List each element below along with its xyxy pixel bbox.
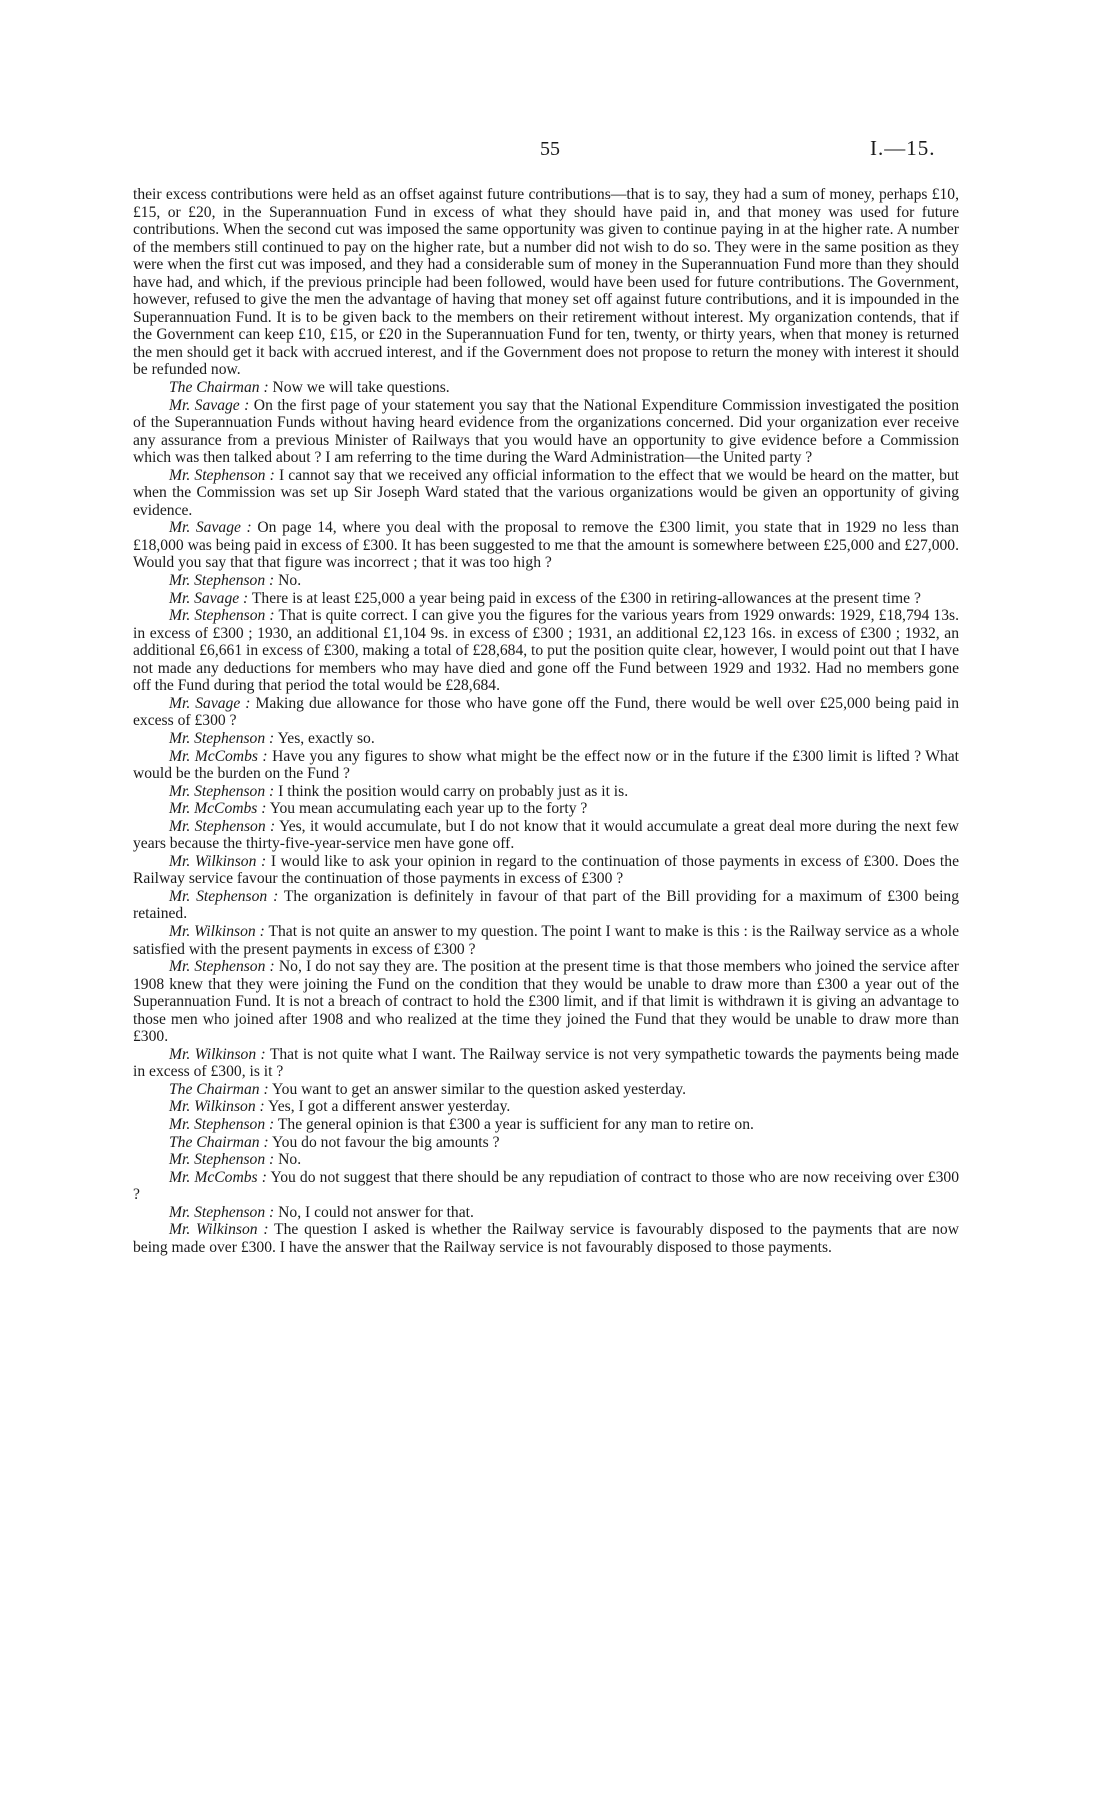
paragraph <box>133 1081 959 1099</box>
speaker-name: Mr. Stephenson : <box>169 817 276 835</box>
paragraph <box>133 572 959 590</box>
speaker-name: The Chairman : <box>169 1080 269 1098</box>
page-number: 55 <box>540 138 560 160</box>
paragraph <box>133 1221 959 1256</box>
paragraph-text: Making due allowance for those who have gone off the Fund, there would be well over £25,000 being paid in excess of £300 ? <box>133 694 959 730</box>
paragraph-text: No, I do not say they are. The position at the present time is that those members who joined the service after 1908 knew that they were joining the Fund on the condition that they would be unable to draw more than £300 a year out of the Superannuation Fund. It is not a breach of contract to hold the £300 limit, and if that limit is withdrawn it is giving an advantage to those men who joined after 1908 and who realized at the time they joined the Fund that they would be unable to draw more than £300. <box>133 958 959 1046</box>
speaker-name: The Chairman : <box>169 1133 269 1151</box>
speaker-name: Mr. Savage : <box>169 519 252 537</box>
paragraph-text: I would like to ask your opinion in regard to the continuation of those payments in excess of £300. Does the Railway service favour the continuation of those payments in excess of £300 ? <box>133 852 959 888</box>
speaker-name: Mr. Wilkinson : <box>169 1221 269 1239</box>
speaker-name: Mr. Stephenson : <box>169 466 275 484</box>
transcript-body <box>133 186 959 1256</box>
paragraph <box>133 379 959 397</box>
paragraph-text: I think the position would carry on probably just as it is. <box>274 782 629 800</box>
speaker-name: Mr. Wilkinson : <box>169 1098 265 1116</box>
paragraph <box>133 467 959 520</box>
speaker-name: Mr. Stephenson : <box>169 1115 275 1133</box>
paragraph-text: I cannot say that we received any official information to the effect that we would be heard on the matter, but when the Commission was set up Sir Joseph Ward stated that the various organizations would be given an opportunity of giving evidence. <box>133 466 959 519</box>
paragraph-text: No, I could not answer for that. <box>274 1203 474 1221</box>
speaker-name: Mr. Savage : <box>169 396 250 414</box>
paragraph-text: The general opinion is that £300 a year is sufficient for any man to retire on. <box>274 1115 754 1133</box>
paragraph-text: Now we will take questions. <box>268 379 450 397</box>
paragraph <box>133 590 959 608</box>
paragraph-text: That is not quite an answer to my question. The point I want to make is this : is the Railway service as a whole satisfied with the present payments in excess of £300 ? <box>133 922 959 958</box>
paragraph <box>133 1204 959 1222</box>
paragraph <box>133 607 959 695</box>
speaker-name: Mr. Wilkinson : <box>169 852 267 870</box>
paragraph-text: No. <box>274 572 302 590</box>
paragraph <box>133 695 959 730</box>
paragraph-text: That is quite correct. I can give you the figures for the various years from 1929 onwards: 1929, £18,794 13s. in excess of £300 ; 1930, an additional £1,104 9s. in excess of £300 ; 1931, an additional £2,123 16s. in excess of £300 ; 1932, an additional £6,661 in excess of £300, making a total of £28,684, to put the position quite clear, however, I would point out that I have not made any deductions for members who may have died and gone off the Fund between 1929 and 1932. Had no members gone off the Fund during that period the total would be £28,684. <box>133 607 959 695</box>
paragraph <box>133 853 959 888</box>
paragraph-text: That is not quite what I want. The Railway service is not very sympathetic towards the payments being made in excess of £300, is it ? <box>133 1045 959 1081</box>
paragraph <box>133 958 959 1046</box>
paragraph <box>133 519 959 572</box>
speaker-name: Mr. Stephenson : <box>169 958 275 976</box>
paragraph <box>133 1098 959 1116</box>
speaker-name: Mr. Stephenson : <box>169 887 279 905</box>
paragraph-text: Have you any figures to show what might be the effect now or in the future if the £300 limit is lifted ? What would be the burden on the Fund ? <box>133 747 960 783</box>
paragraph <box>133 397 959 467</box>
paragraph <box>133 923 959 958</box>
speaker-name: Mr. Stephenson : <box>169 607 275 625</box>
paragraph <box>133 1151 959 1169</box>
paragraph-text: You do not favour the big amounts ? <box>268 1133 500 1151</box>
speaker-name: Mr. McCombs : <box>169 1168 267 1186</box>
paragraph-text: You want to get an answer similar to the question asked yesterday. <box>268 1080 686 1098</box>
paragraph <box>133 1134 959 1152</box>
speaker-name: Mr. Stephenson : <box>169 1203 275 1221</box>
paragraph <box>133 888 959 923</box>
paragraph-text: The question I asked is whether the Railway service is favourably disposed to the payments that are now being made over £300. I have the answer that the Railway service is not favourably disposed to those payments. <box>133 1221 959 1256</box>
speaker-name: The Chairman : <box>169 379 269 397</box>
speaker-name: Mr. Wilkinson : <box>169 922 265 940</box>
paragraph-text: No. <box>274 1151 302 1169</box>
paragraph <box>133 1116 959 1134</box>
paragraph-text: Yes, exactly so. <box>274 729 375 747</box>
speaker-name: Mr. Stephenson : <box>169 1151 275 1169</box>
speaker-name: Mr. Wilkinson : <box>169 1045 266 1063</box>
paragraph <box>133 818 959 853</box>
paragraph-text: their excess contributions were held as an offset against future contributions—that is to say, they had a sum of money, perhaps £10, £15, or £20, in the Superannuation Fund in excess of what they should have paid in, and that money was used for future contributions. When the second cut was imposed the same opportunity was given to continue paying in at the higher rate. A number of the members still continued to pay on the higher rate, but a number did not wish to do so. They were in the same position as they were when the first cut was imposed, and they had a considerable sum of money in the Superannuation Fund more than they should have had, and which, if the previous principle had been followed, would have been used for future contributions. The Government, however, refused to give the men the advantage of having that money set off against future contributions, and it is impounded in the Superannuation Fund. It is to be given back to the members on their retirement without interest. My organization contends, that if the Government can keep £10, £15, or £20 in the Superannuation Fund for ten, twenty, or thirty years, when that money is returned the men should get it back with accrued interest, and if the Government does not propose to return the money with interest it should be refunded now. <box>133 186 959 379</box>
paragraph-text: The organization is definitely in favour of that part of the Bill providing for a maximum of £300 being retained. <box>133 887 959 923</box>
paragraph-text: You mean accumulating each year up to the forty ? <box>266 800 588 818</box>
paragraph-text: Yes, I got a different answer yesterday. <box>264 1098 511 1116</box>
paragraph <box>133 800 959 818</box>
paragraph <box>133 1169 959 1204</box>
paragraph-text: There is at least £25,000 a year being paid in excess of the £300 in retiring-allowances at the present time ? <box>248 589 921 607</box>
speaker-name: Mr. Stephenson : <box>169 729 275 747</box>
speaker-name: Mr. Stephenson : <box>169 572 275 590</box>
paragraph <box>133 730 959 748</box>
paragraph-text: You do not suggest that there should be any repudiation of contract to those who are now receiving over £300 ? <box>133 1168 959 1204</box>
speaker-name: Mr. Savage : <box>169 694 251 712</box>
speaker-name: Mr. McCombs : <box>169 747 268 765</box>
paragraph <box>133 748 959 783</box>
paragraph-text: On the first page of your statement you say that the National Expenditure Commission investigated the position of the Superannuation Funds without having heard evidence from the organizations concerned. Did your organization ever receive any assurance from a previous Minister of Railways that you would have an opportunity to give evidence before a Commission which was then talked about ? I am referring to the time during the Ward Administration—the United party ? <box>133 396 959 467</box>
speaker-name: Mr. McCombs : <box>169 800 267 818</box>
page-reference: I.—15. <box>870 136 936 160</box>
paragraph <box>133 186 959 379</box>
paragraph <box>133 783 959 801</box>
speaker-name: Mr. Savage : <box>169 589 249 607</box>
paragraph-text: Yes, it would accumulate, but I do not know that it would accumulate a great deal more during the next few years because the thirty-five-year-service men have gone off. <box>133 817 959 853</box>
speaker-name: Mr. Stephenson : <box>169 782 275 800</box>
paragraph <box>133 1046 959 1081</box>
paragraph-text: On page 14, where you deal with the proposal to remove the £300 limit, you state that in 1929 no less than £18,000 was being paid in excess of £300. It has been suggested to me that the amount is somewhere between £25,000 and £27,000. Would you say that that figure was incorrect ; that it was too high ? <box>133 519 960 572</box>
